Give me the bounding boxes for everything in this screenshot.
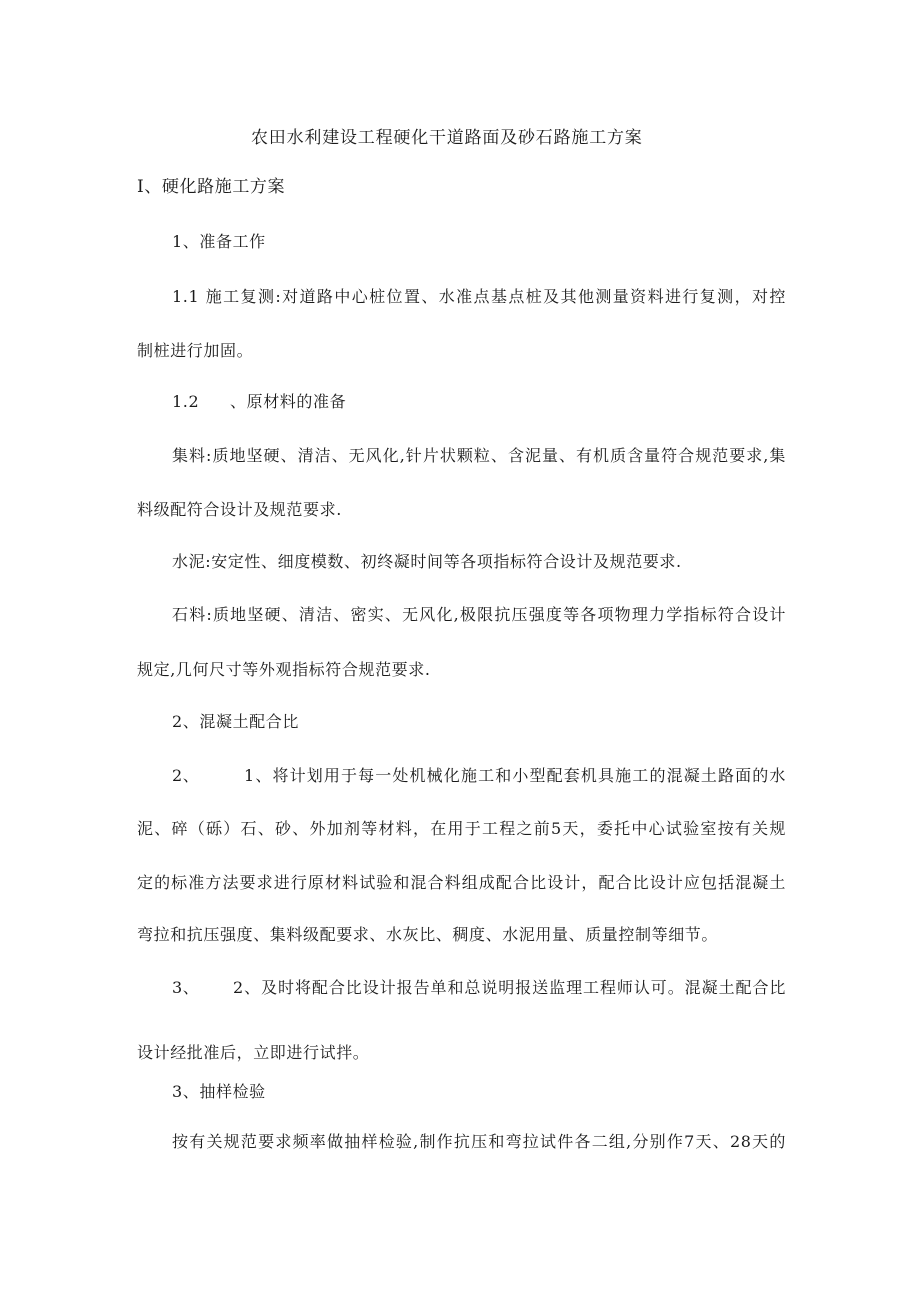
prep-heading: 1、准备工作 bbox=[172, 232, 266, 251]
list-number: 2、 bbox=[172, 766, 200, 785]
paragraph-line: 泥、碎（砾）石、砂、外加剂等材料，在用于工程之前5天，委托中心试验室按有关规 bbox=[137, 819, 786, 838]
document-title: 农田水利建设工程硬化干道路面及砂石路施工方案 bbox=[251, 128, 643, 148]
subsection-heading: 、原材料的准备 bbox=[230, 392, 347, 411]
paragraph-line: 石料:质地坚硬、清洁、密实、无风化,极限抗压强度等各项物理力学指标符合设计 bbox=[172, 605, 786, 624]
paragraph-line: 定的标准方法要求进行原材料试验和混合料组成配合比设计，配合比设计应包括混凝土 bbox=[137, 873, 786, 892]
paragraph-line: 按有关规范要求频率做抽样检验,制作抗压和弯拉试件各二组,分别作7天、28天的 bbox=[172, 1132, 786, 1151]
paragraph-line: 1、将计划用于每一处机械化施工和小型配套机具施工的混凝土路面的水 bbox=[244, 766, 786, 785]
paragraph-line: 料级配符合设计及规范要求. bbox=[137, 500, 342, 519]
sampling-heading: 3、抽样检验 bbox=[172, 1082, 266, 1101]
paragraph-line: 规定,几何尺寸等外观指标符合规范要求. bbox=[137, 660, 431, 679]
subsection-number: 1.2 bbox=[172, 392, 200, 411]
paragraph-line: 1.1 施工复测:对道路中心桩位置、水准点基点桩及其他测量资料进行复测，对控 bbox=[172, 287, 786, 306]
paragraph-line: 设计经批准后，立即进行试拌。 bbox=[137, 1043, 370, 1062]
list-number: 3、 bbox=[172, 978, 200, 997]
mix-heading: 2、混凝土配合比 bbox=[172, 712, 299, 731]
paragraph-line: 2、及时将配合比设计报告单和总说明报送监理工程师认可。混凝土配合比 bbox=[233, 978, 786, 997]
section-heading: I、硬化路施工方案 bbox=[137, 177, 286, 197]
paragraph-line: 集料:质地坚硬、清洁、无风化,针片状颗粒、含泥量、有机质含量符合规范要求,集 bbox=[172, 446, 786, 465]
paragraph-line: 制桩进行加固。 bbox=[137, 341, 254, 360]
paragraph-line: 弯拉和抗压强度、集料级配要求、水灰比、稠度、水泥用量、质量控制等细节。 bbox=[137, 925, 719, 944]
paragraph-line: 水泥:安定性、细度模数、初终凝时间等各项指标符合设计及规范要求. bbox=[172, 552, 682, 571]
